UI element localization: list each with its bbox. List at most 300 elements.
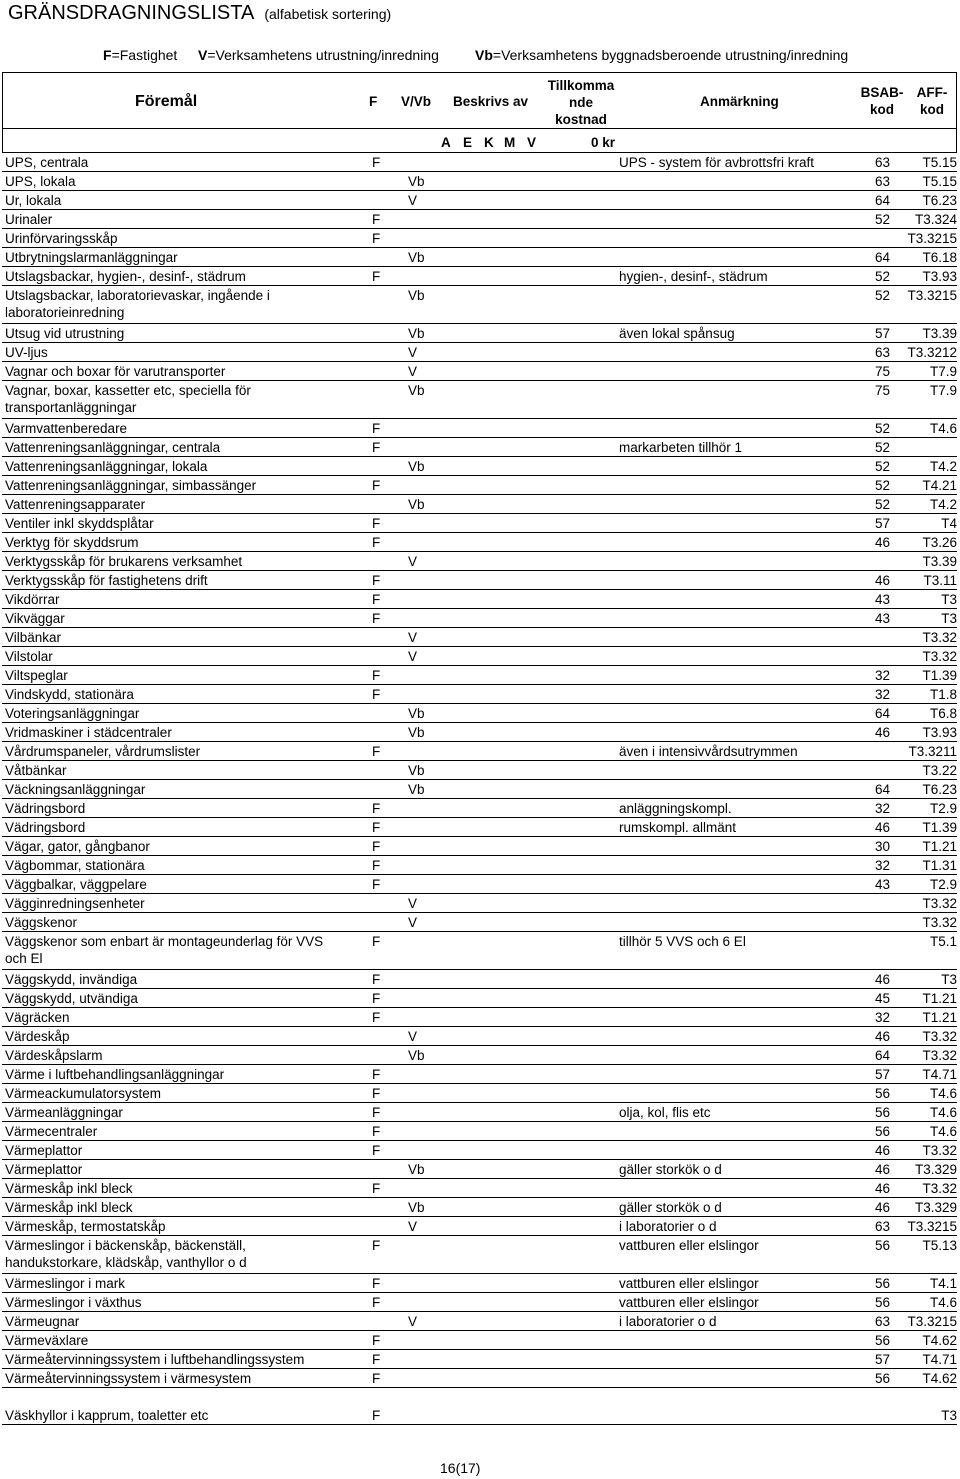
row-note: hygien-, desinf-, städrum: [619, 269, 768, 284]
table-row: [2, 495, 957, 514]
table-row: [2, 1160, 957, 1179]
row-bsab: 52: [875, 440, 891, 455]
table-row: [2, 1141, 957, 1160]
row-aff: T4.2: [929, 497, 957, 512]
table-row: [2, 1065, 957, 1084]
row-f: F: [372, 1276, 381, 1291]
table-row: [2, 1406, 957, 1425]
row-vvb: V: [408, 1314, 418, 1329]
table-row: [2, 666, 957, 685]
header-a: A: [441, 135, 451, 150]
row-f: F: [372, 1124, 381, 1139]
row-f: F: [372, 1067, 381, 1082]
row-aff: T1.39: [922, 668, 957, 683]
header-f: F: [369, 94, 378, 109]
row-aff: T1.21: [922, 839, 957, 854]
row-aff: T5.1: [929, 934, 957, 949]
row-aff: T1.8: [929, 687, 957, 702]
header-zero-kr: 0 kr: [591, 135, 616, 150]
row-name: Verktygsskåp för brukarens verksamhet: [5, 554, 243, 569]
row-bsab: 46: [875, 1162, 891, 1177]
table-row: [2, 552, 957, 571]
row-name: Väckningsanläggningar: [5, 782, 146, 797]
table-row: [2, 191, 957, 210]
row-name: Vårdrumspaneler, vårdrumslister: [5, 744, 201, 759]
table-row: [2, 476, 957, 495]
table-row: [2, 229, 957, 248]
row-bsab: 64: [875, 1048, 891, 1063]
row-name: Värmeslingor i mark: [5, 1276, 126, 1291]
row-bsab: 46: [875, 972, 891, 987]
row-name: Väskhyllor i kapprum, toaletter etc: [5, 1408, 209, 1423]
table-row: [2, 324, 957, 343]
row-name: Värmeplattor: [5, 1143, 83, 1158]
table-row: [2, 970, 957, 989]
table-row: [2, 362, 957, 381]
row-name: Värmeåtervinningssystem i värmesystem: [5, 1371, 252, 1386]
row-bsab: 46: [875, 725, 891, 740]
row-name: Ur, lokala: [5, 193, 62, 208]
row-f: F: [372, 934, 381, 949]
row-name: Vägginredningsenheter: [5, 896, 145, 911]
row-aff: T7.9: [929, 364, 957, 379]
row-vvb: Vb: [408, 782, 425, 797]
row-aff: T4.62: [922, 1333, 957, 1348]
row-bsab: 56: [875, 1371, 891, 1386]
row-aff: T3.3215: [907, 1314, 957, 1329]
table-row: [2, 457, 957, 476]
row-name: Värmeackumulatorsystem: [5, 1086, 162, 1101]
row-aff: T7.9: [929, 383, 957, 398]
row-bsab: 46: [875, 820, 891, 835]
table-row: [2, 1331, 957, 1350]
row-f: F: [372, 744, 381, 759]
row-f: F: [372, 478, 381, 493]
row-bsab: 64: [875, 706, 891, 721]
table-row: [2, 1046, 957, 1065]
row-bsab: 56: [875, 1238, 891, 1253]
table-row: [2, 343, 957, 362]
table-row: [2, 894, 957, 913]
row-vvb: Vb: [408, 459, 425, 474]
row-note: UPS - system för avbrottsfri kraft: [619, 155, 815, 170]
header-k: K: [484, 135, 494, 150]
table-row: [2, 1217, 957, 1236]
row-name: Ventiler inkl skyddsplåtar: [5, 516, 154, 531]
row-aff: T1.21: [922, 991, 957, 1006]
row-aff: T1.21: [922, 1010, 957, 1025]
row-name: Väggskydd, invändiga: [5, 972, 138, 987]
row-aff: T3.32: [922, 1029, 957, 1044]
header-v: V: [527, 135, 537, 150]
row-aff: T3.3215: [907, 1219, 957, 1234]
header-foremal: Föremål: [135, 93, 198, 110]
row-vvb: Vb: [408, 706, 425, 721]
row-name: Vattenreningsanläggningar, lokala: [5, 459, 208, 474]
row-f: F: [372, 1143, 381, 1158]
legend-verksamhet: V=Verksamhetens utrustning/inredning: [198, 47, 439, 63]
row-vvb: Vb: [408, 250, 425, 265]
row-aff: T4.6: [929, 1086, 957, 1101]
row-vvb: Vb: [408, 497, 425, 512]
row-aff: T3.22: [922, 763, 957, 778]
row-f: F: [372, 858, 381, 873]
row-aff: T5.15: [922, 155, 957, 170]
row-f: F: [372, 1333, 381, 1348]
row-aff: T1.31: [922, 858, 957, 873]
row-aff: T3.11: [923, 573, 957, 588]
row-bsab: 43: [875, 611, 891, 626]
row-bsab: 56: [875, 1295, 891, 1310]
row-name: Väggskenor som enbart är montageunderlag för VVS och El: [5, 934, 324, 966]
table-row: [2, 514, 957, 533]
row-note: tillhör 5 VVS och 6 El: [619, 934, 746, 949]
row-aff: T3: [941, 1408, 957, 1423]
row-vvb: Vb: [408, 288, 425, 303]
row-aff: T2.9: [929, 877, 957, 892]
row-bsab: 57: [875, 516, 891, 531]
table-row: [2, 1179, 957, 1198]
table-row: [2, 647, 957, 666]
row-aff: T4.6: [929, 421, 957, 436]
row-vvb: V: [408, 896, 418, 911]
row-aff: T3.39: [922, 554, 957, 569]
row-name: Värmeskåp inkl bleck: [5, 1181, 133, 1196]
row-note: även lokal spånsug: [619, 326, 735, 341]
table-row: [2, 932, 957, 970]
table-row: [2, 438, 957, 457]
row-aff: T4.6: [929, 1105, 957, 1120]
row-aff: T3.3211: [908, 744, 957, 759]
row-bsab: 43: [875, 877, 891, 892]
table-row: [2, 286, 957, 324]
table-row: [2, 248, 957, 267]
row-bsab: 46: [875, 1200, 891, 1215]
row-name: Vilbänkar: [5, 630, 62, 645]
table-row: [2, 210, 957, 229]
row-aff: T4.62: [922, 1371, 957, 1386]
row-aff: T5.15: [922, 174, 957, 189]
row-name: Värmeskåp, termostatskåp: [5, 1219, 166, 1234]
row-vvb: V: [408, 364, 418, 379]
row-bsab: 57: [875, 1067, 891, 1082]
table-row: [2, 837, 957, 856]
row-aff: T4.71: [922, 1067, 957, 1082]
table-row: [2, 1008, 957, 1027]
row-vvb: Vb: [408, 725, 425, 740]
row-name: Vädringsbord: [5, 820, 86, 835]
row-aff: T3.32: [922, 896, 957, 911]
table-row: [2, 685, 957, 704]
header-tillkommande: Tillkomma nde kostnad: [547, 78, 615, 127]
row-name: Värmeanläggningar: [5, 1105, 123, 1120]
row-f: F: [372, 877, 381, 892]
header-anmarkning: Anmärkning: [700, 94, 779, 109]
row-bsab: 56: [875, 1333, 891, 1348]
table-row: [2, 172, 957, 191]
row-bsab: 64: [875, 193, 891, 208]
row-bsab: 46: [875, 535, 891, 550]
table-row: [2, 1274, 957, 1293]
table-row: [2, 419, 957, 438]
row-vvb: V: [408, 630, 418, 645]
row-f: F: [372, 1086, 381, 1101]
row-bsab: 56: [875, 1124, 891, 1139]
row-bsab: 63: [875, 174, 891, 189]
row-aff: T4.6: [929, 1295, 957, 1310]
table-row: [2, 704, 957, 723]
row-note: vattburen eller elslingor: [619, 1295, 759, 1310]
table-row: [2, 1350, 957, 1369]
row-name: Vattenreningsapparater: [5, 497, 146, 512]
row-name: UPS, lokala: [5, 174, 76, 189]
row-bsab: 32: [875, 1010, 891, 1025]
row-name: Viltspeglar: [5, 668, 68, 683]
row-aff: T5.13: [922, 1238, 957, 1253]
row-name: Värmeskåp inkl bleck: [5, 1200, 133, 1215]
row-f: F: [372, 1408, 381, 1423]
row-name: Vattenreningsanläggningar, centrala: [5, 440, 221, 455]
row-aff: T3.329: [914, 1162, 957, 1177]
table-row: [2, 799, 957, 818]
row-vvb: Vb: [408, 763, 425, 778]
legend-byggnadsberoende: Vb=Verksamhetens byggnadsberoende utrustning/inredning: [475, 47, 849, 63]
table-row: [2, 590, 957, 609]
header-top-line: [2, 72, 957, 73]
row-name: Väggbalkar, väggpelare: [5, 877, 147, 892]
table-row: [2, 1122, 957, 1141]
row-name: Väggskenor: [5, 915, 78, 930]
row-note: i laboratorier o d: [619, 1314, 717, 1329]
row-name: Utsug vid utrustning: [5, 326, 125, 341]
row-bsab: 52: [875, 269, 891, 284]
row-bsab: 46: [875, 1143, 891, 1158]
row-bsab: 64: [875, 782, 891, 797]
row-f: F: [372, 1352, 381, 1367]
table-row: [2, 571, 957, 590]
row-aff: T4.21: [922, 478, 957, 493]
row-name: Värmeväxlare: [5, 1333, 89, 1348]
row-vvb: Vb: [408, 383, 425, 398]
row-name: Våtbänkar: [5, 763, 67, 778]
row-vvb: V: [408, 649, 418, 664]
row-bsab: 52: [875, 288, 891, 303]
row-bsab: 56: [875, 1105, 891, 1120]
header-left-border: [2, 72, 3, 152]
header-e: E: [463, 135, 473, 150]
row-bsab: 63: [875, 1314, 891, 1329]
row-bsab: 32: [875, 801, 891, 816]
row-bsab: 32: [875, 858, 891, 873]
row-f: F: [372, 1238, 381, 1253]
row-name: Värme i luftbehandlingsanläggningar: [5, 1067, 225, 1082]
row-name: Varmvattenberedare: [5, 421, 128, 436]
table-row: [2, 856, 957, 875]
row-aff: T3: [941, 592, 957, 607]
table-row: [2, 1312, 957, 1331]
row-f: F: [372, 155, 381, 170]
table-row: [2, 533, 957, 552]
row-name: Vagnar och boxar för varutransporter: [5, 364, 226, 379]
row-vvb: Vb: [408, 174, 425, 189]
table-row: [2, 153, 957, 172]
row-f: F: [372, 687, 381, 702]
table-row: [2, 1236, 957, 1274]
row-bsab: 32: [875, 668, 891, 683]
row-f: F: [372, 269, 381, 284]
row-vvb: V: [408, 345, 418, 360]
header-mid-line: [2, 128, 957, 129]
row-f: F: [372, 1295, 381, 1310]
row-name: UPS, centrala: [5, 155, 89, 170]
row-name: Vattenreningsanläggningar, simbassänger: [5, 478, 257, 493]
row-aff: T2.9: [929, 801, 957, 816]
row-f: F: [372, 1181, 381, 1196]
row-vvb: V: [408, 1029, 418, 1044]
row-f: F: [372, 212, 381, 227]
row-name: Vädringsbord: [5, 801, 86, 816]
row-aff: T4.71: [922, 1352, 957, 1367]
row-name: Värmeugnar: [5, 1314, 80, 1329]
row-f: F: [372, 1105, 381, 1120]
row-note: även i intensivvårdsutrymmen: [619, 744, 798, 759]
row-bsab: 52: [875, 478, 891, 493]
row-name: Värmecentraler: [5, 1124, 98, 1139]
row-f: F: [372, 839, 381, 854]
table-row: [2, 267, 957, 286]
row-vvb: Vb: [408, 1048, 425, 1063]
row-note: markarbeten tillhör 1: [619, 440, 743, 455]
row-note: olja, kol, flis etc: [619, 1105, 711, 1120]
header-beskrivs: Beskrivs av: [453, 94, 529, 109]
table-row: [2, 1084, 957, 1103]
row-name: Värdeskåpslarm: [5, 1048, 103, 1063]
row-aff: T3.32: [922, 915, 957, 930]
row-bsab: 52: [875, 421, 891, 436]
table-row: [2, 1103, 957, 1122]
legend-fastighet: F=Fastighet: [103, 47, 178, 63]
row-name: Värmeslingor i bäckenskåp, bäckenställ, handukstorkare, klädskåp, vanthyllor o d: [5, 1238, 247, 1270]
row-bsab: 52: [875, 497, 891, 512]
row-vvb: Vb: [408, 1200, 425, 1215]
row-f: F: [372, 516, 381, 531]
row-f: F: [372, 668, 381, 683]
row-f: F: [372, 592, 381, 607]
row-name: Voteringsanläggningar: [5, 706, 140, 721]
row-aff: T3.329: [914, 1200, 957, 1215]
row-aff: T3.93: [922, 269, 957, 284]
row-bsab: 75: [875, 364, 891, 379]
row-f: F: [372, 1010, 381, 1025]
row-note: anläggningskompl.: [619, 801, 732, 816]
row-note: vattburen eller elslingor: [619, 1276, 759, 1291]
row-name: Väggskydd, utvändiga: [5, 991, 138, 1006]
row-name: Värmeåtervinningssystem i luftbehandlingssystem: [5, 1352, 305, 1367]
row-bsab: 32: [875, 687, 891, 702]
row-aff: T3.32: [922, 1048, 957, 1063]
row-aff: T4: [941, 516, 957, 531]
table-row: [2, 818, 957, 837]
row-f: F: [372, 1371, 381, 1386]
row-name: Vagnar, boxar, kassetter etc, speciella för transportanläggningar: [5, 383, 251, 415]
row-vvb: V: [408, 554, 418, 569]
row-aff: T3.32: [922, 630, 957, 645]
row-aff: T3.3215: [907, 288, 957, 303]
row-bsab: 63: [875, 345, 891, 360]
table-row: [2, 609, 957, 628]
row-bsab: 56: [875, 1086, 891, 1101]
row-vvb: Vb: [408, 1162, 425, 1177]
row-f: F: [372, 611, 381, 626]
row-bsab: 63: [875, 155, 891, 170]
row-bsab: 45: [875, 991, 891, 1006]
row-f: F: [372, 535, 381, 550]
row-name: Vikdörrar: [5, 592, 60, 607]
header-aff: AFF- kod: [916, 85, 948, 117]
row-aff: T4.1: [929, 1276, 957, 1291]
row-note: gäller storkök o d: [619, 1162, 722, 1177]
row-bsab: 46: [875, 1029, 891, 1044]
row-aff: T3.32: [922, 1181, 957, 1196]
row-f: F: [372, 801, 381, 816]
row-bsab: 46: [875, 573, 891, 588]
row-name: Vikväggar: [5, 611, 65, 626]
row-aff: T4.2: [929, 459, 957, 474]
row-name: Värdeskåp: [5, 1029, 70, 1044]
row-aff: T6.23: [922, 782, 957, 797]
table-row: [2, 761, 957, 780]
row-vvb: V: [408, 915, 418, 930]
header-bsab: BSAB- kod: [860, 85, 904, 117]
row-vvb: V: [408, 193, 418, 208]
row-bsab: 56: [875, 1276, 891, 1291]
row-aff: T3.93: [922, 725, 957, 740]
table-row: [2, 989, 957, 1008]
row-vvb: Vb: [408, 326, 425, 341]
table-row: [2, 723, 957, 742]
row-bsab: 64: [875, 250, 891, 265]
table-row: [2, 628, 957, 647]
header-right-border: [956, 72, 957, 152]
header-vvb: V/Vb: [401, 94, 432, 109]
row-name: Vägbommar, stationära: [5, 858, 145, 873]
row-aff: T3.32: [922, 1143, 957, 1158]
row-aff: T6.8: [929, 706, 957, 721]
row-name: Utslagsbackar, laboratorievaskar, ingående i laboratorieinredning: [5, 288, 270, 320]
row-f: F: [372, 231, 381, 246]
row-name: Värmeslingor i växthus: [5, 1295, 142, 1310]
title-text: GRÄNSDRAGNINGSLISTA: [8, 2, 255, 24]
table-row: [2, 875, 957, 894]
row-f: F: [372, 573, 381, 588]
page-title: [8, 2, 391, 25]
row-name: Vilstolar: [5, 649, 53, 664]
row-note: vattburen eller elslingor: [619, 1238, 759, 1253]
row-aff: T3.3215: [907, 231, 957, 246]
row-bsab: 57: [875, 326, 891, 341]
row-name: Urinaler: [5, 212, 53, 227]
row-aff: T6.23: [922, 193, 957, 208]
row-vvb: V: [408, 1219, 418, 1234]
row-name: UV-ljus: [5, 345, 48, 360]
row-name: Vridmaskiner i städcentraler: [5, 725, 172, 740]
row-note: rumskompl. allmänt: [619, 820, 737, 835]
row-name: Vägräcken: [5, 1010, 70, 1025]
row-name: Urinförvaringsskåp: [5, 231, 118, 246]
table-row: [2, 913, 957, 932]
row-f: F: [372, 440, 381, 455]
row-name: Verktyg för skyddsrum: [5, 535, 139, 550]
